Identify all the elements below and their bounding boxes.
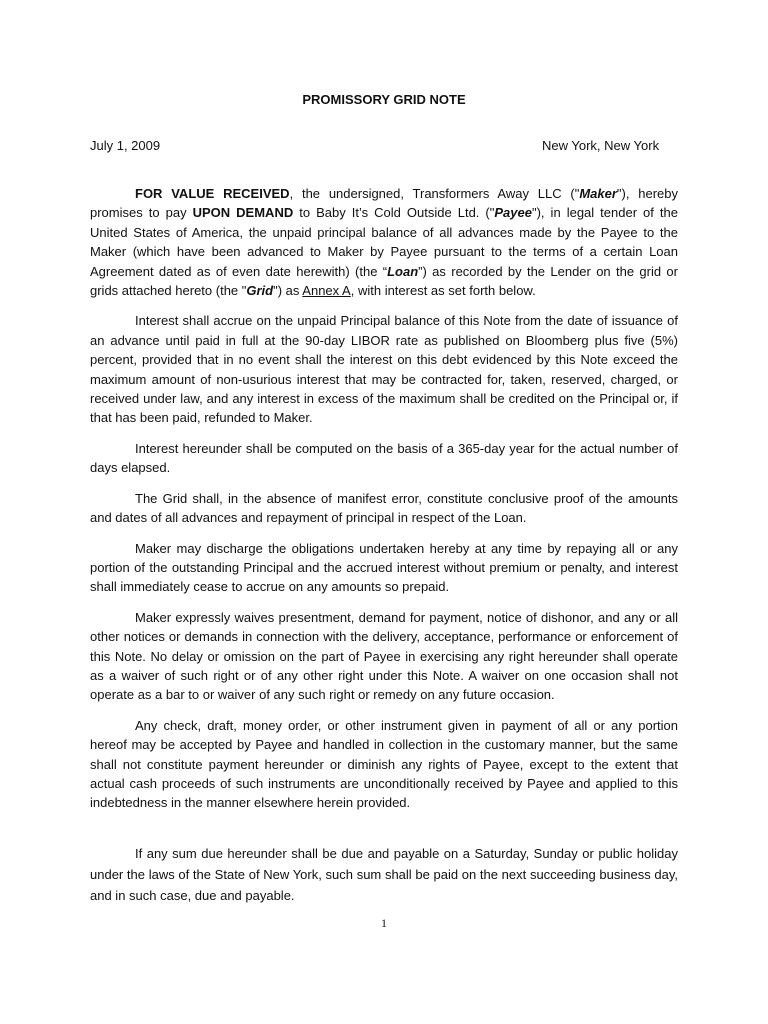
document-date: July 1, 2009: [90, 138, 161, 153]
paragraph-prepayment: Maker may discharge the obligations undertaken hereby at any time by repaying all or any portion of the outstanding Principal and the accrued interest without premium or penalty, and interest shall immediately cease to accrue on any amounts so prepaid.: [90, 540, 678, 595]
paragraph-text: "), in legal tender of the United States of America, the unpaid principal balance of all advances made by the Payee to the Maker (which have been advanced to Maker by Payee pursuant to the terms of a certain Loan Agreement dated as of even date herewith) (the “: [90, 205, 678, 279]
paragraph-text: ”) as recorded by the Lender on the grid or grids attached hereto (the ": [90, 263, 678, 299]
paragraph-text: , with interest as set forth below.: [350, 283, 536, 299]
defined-term-loan: Loan: [387, 263, 419, 279]
document-title: PROMISSORY GRID NOTE: [302, 92, 466, 107]
paragraph-payment-instruments: Any check, draft, money order, or other instrument given in payment of all or any portion hereof may be accepted by Payee and handled in collection in the customary manner, but the same shall not constitute payment hereunder or diminish any rights of Payee, except to the extent that actual cash proceeds of such instruments are unconditionally received by Payee and applied to this indebtedness in the manner elsewhere herein provided.: [90, 717, 678, 811]
paragraph-text: "), hereby promises to pay: [90, 186, 678, 221]
upon-demand-phrase: UPON DEMAND: [192, 205, 294, 221]
paragraph-for-value-received: [90, 184, 678, 300]
paragraph-grid-proof: The Grid shall, in the absence of manifest error, constitute conclusive proof of the amounts and dates of all advances and repayment of principal in respect of the Loan.: [90, 490, 678, 526]
document-place: New York, New York: [542, 138, 660, 153]
paragraph-business-day: If any sum due hereunder shall be due and payable on a Saturday, Sunday or public holiday under the laws of the State of New York, such sum shall be paid on the next succeeding business day, and in such case, due and payable.: [90, 845, 678, 903]
defined-term-payee: Payee: [494, 205, 532, 221]
paragraph-text: ") as: [273, 283, 303, 299]
paragraph-interest-computation: Interest hereunder shall be computed on the basis of a 365-day year for the actual number of days elapsed.: [90, 440, 678, 476]
paragraph-text: , the undersigned, Transformers Away LLC (": [289, 186, 580, 201]
for-value-received-phrase: FOR VALUE RECEIVED: [135, 186, 290, 201]
defined-term-maker: Maker: [579, 186, 617, 201]
paragraph-waiver: Maker expressly waives presentment, demand for payment, notice of dishonor, and any or all other notices or demands in connection with the delivery, acceptance, performance or enforcement of this Note. No delay or omission on the part of Payee in exercising any right hereunder shall operate as a waiver of such right or of any other right under this Note. A waiver on one occasion shall not operate as a bar to or waiver of any such right or remedy on any future occasion.: [90, 609, 678, 703]
paragraph-text: to Baby It’s Cold Outside Ltd. (": [293, 205, 495, 221]
document-body: [90, 184, 678, 917]
annex-a-reference: Annex A: [302, 283, 351, 299]
paragraph-interest-accrual: Interest shall accrue on the unpaid Principal balance of this Note from the date of issuance of an advance until paid in full at the 90-day LIBOR rate as published on Bloomberg plus five (5%) percent, provided that in no event shall the interest on this debt evidenced by this Note exceed the maximum amount of non-usurious interest that may be contracted for, taken, reserved, charged, or received under law, and any interest in excess of the maximum shall be credited on the Principal or, if that has been paid, refunded to Maker.: [90, 313, 678, 426]
page-number: 1: [381, 916, 387, 930]
defined-term-grid: Grid: [246, 283, 274, 299]
